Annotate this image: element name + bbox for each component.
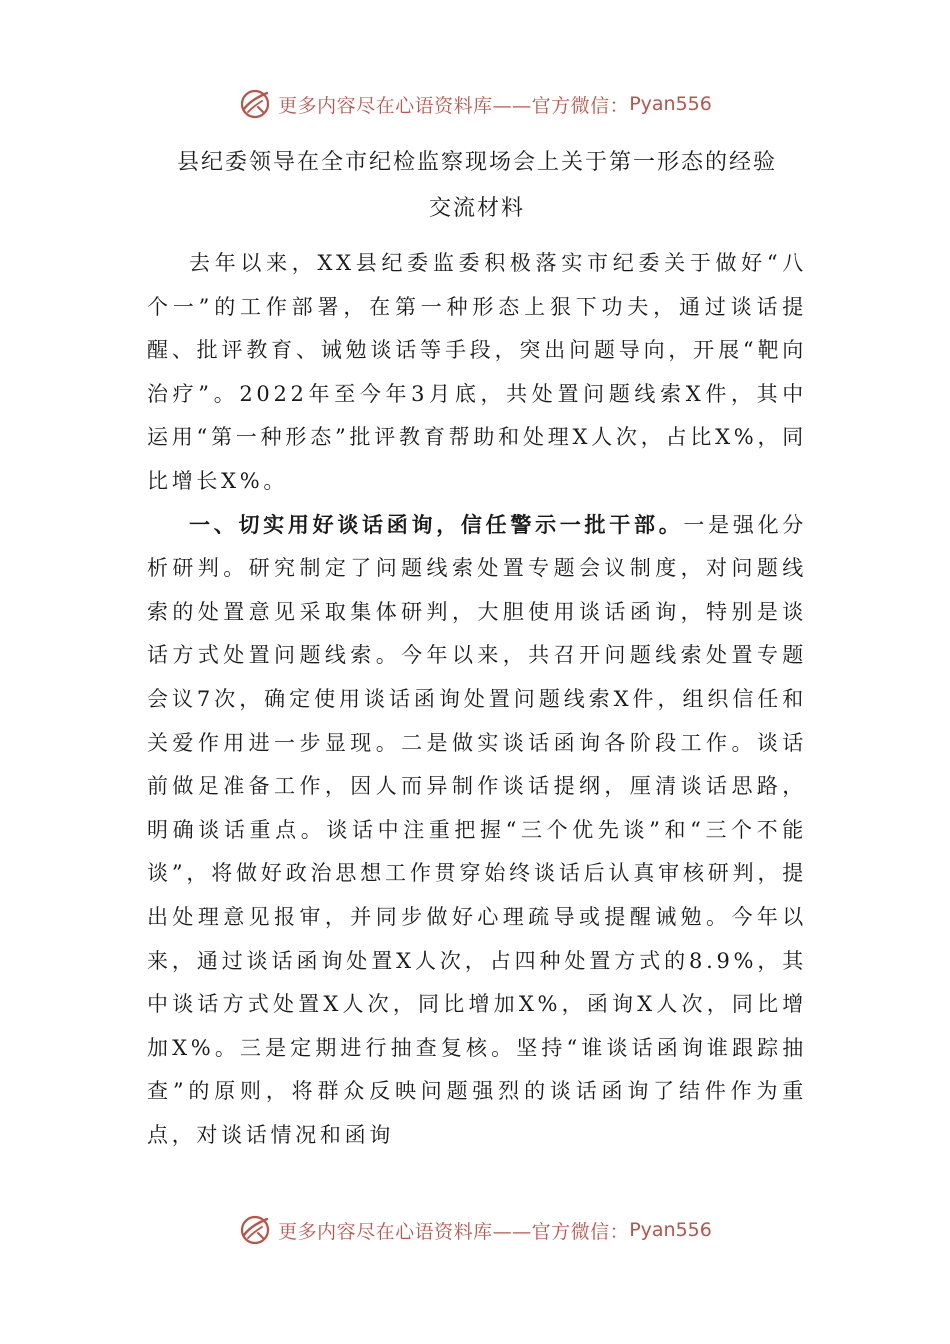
watermark-contact-id: Pyan556 (629, 1219, 712, 1241)
watermark-banner-bottom (0, 1210, 950, 1250)
document-title (147, 140, 807, 232)
pen-swirl-logo-icon (238, 87, 272, 121)
title-line-2: 交流材料 (428, 196, 525, 221)
document-body (147, 140, 807, 1157)
watermark-contact-id: Pyan556 (629, 93, 712, 115)
watermark-brand-text: 更多内容尽在心语资料库—— (278, 94, 532, 117)
watermark-contact-label: 官方微信： (531, 94, 630, 117)
watermark-contact-label: 官方微信： (531, 1220, 630, 1243)
title-line-1: 县纪委领导在全市纪检监察现场会上关于第一形态的经验 (176, 150, 777, 175)
section-1-heading: 一、切实用好谈话函询，信任警示一批干部。 (189, 512, 684, 537)
section-1-paragraph (147, 504, 807, 1158)
watermark-brand-text: 更多内容尽在心语资料库—— (278, 1220, 532, 1243)
watermark-banner-top (0, 84, 950, 124)
intro-paragraph: 去年以来，XX县纪委监委积极落实市纪委关于做好“八个一”的工作部署，在第一种形态上狠下功夫，通过谈话提醒、批评教育、诫勉谈话等手段，突出问题导向，开展“靶向治疗”。2022年至今年3月底，共处置问题线索X件，其中运用“第一种形态”批评教育帮助和处理X人次，占比X%，同比增长X%。 (147, 251, 807, 493)
pen-swirl-logo-icon (238, 1213, 272, 1247)
section-1-body: 一是强化分析研判。研究制定了问题线索处置专题会议制度，对问题线索的处置意见采取集体研判，大胆使用谈话函询，特别是谈话方式处置问题线索。今年以来，共召开问题线索处置专题会议7次，确定使用谈话函询处置问题线索X件，组织信任和关爱作用进一步显现。二是做实谈话函询各阶段工作。谈话前做足准备工作，因人而异制作谈话提纲，厘清谈话思路，明确谈话重点。谈话中注重把握“三个优先谈”和“三个不能谈”，将做好政治思想工作贯穿始终谈话后认真审核研判，提出处理意见报审，并同步做好心理疏导或提醒诫勉。今年以来，通过谈话函询处置X人次，占四种处置方式的8.9%，其中谈话方式处置X人次，同比增加X%，函询X人次，同比增加X%。三是定期进行抽查复核。坚持“谁谈话函询谁跟踪抽查”的原则，将群众反映问题强烈的谈话函询了结件作为重点，对谈话情况和函询 (147, 512, 808, 1147)
